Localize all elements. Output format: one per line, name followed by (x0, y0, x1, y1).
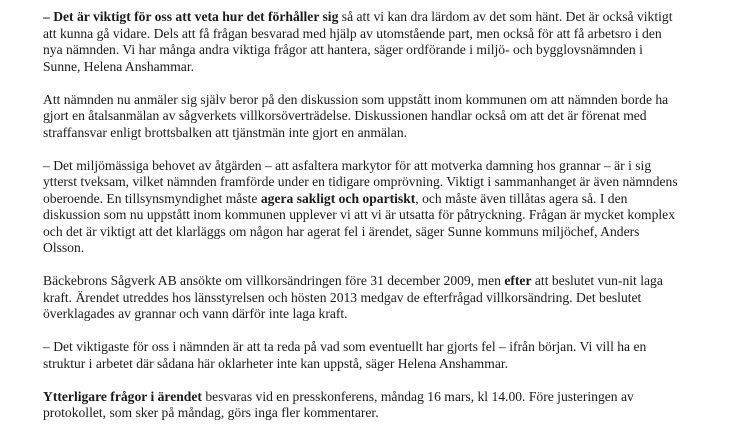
text-segment: – Det miljömässiga behovet av åtgärden – att asfaltera markytor för att motverka damning hos grannar – är i sig ytterst tveksam, vilket nämnden framförde under en tidigare omprövning. Viktigt i sammanhanget är även nämndens oberoende. En tillsynsmyndighet måste (43, 157, 678, 206)
text-segment: så att vi kan dra lärdom av det som hänt. Det är också viktigt att kunna gå vidare. Dels att få frågan besvarad med hjälp av utomstående part, men också för att få arbetsro i den nya nämnden. Vi har många andra viktiga frågor att hantera, säger ordförande i miljö- och bygglovsnämnden i Sunne, Helena Anshammar. (43, 9, 673, 74)
bold-lead: – Det är viktigt för oss att veta hur det förhåller sig (43, 9, 339, 24)
bold-emphasis: efter (504, 273, 532, 288)
bold-lead: Ytterligare frågor i ärendet (43, 388, 202, 404)
text-segment: – Det viktigaste för oss i nämnden är att ta reda på vad som eventuellt har gjorts fel – ifrån början. Vi vill ha en struktur i arbetet där sådana här oklarheter inte kan uppstå, säger Helena Anshammar. (43, 339, 647, 371)
text-segment: , och måste även tillåtas agera så. I den diskussion som nu uppstått inom kommunen upplever vi att vi är utsatta för påtryckning. Frågan är mycket komplex och det är viktigt att det klarläggs om någon har agerat fel i ärendet, säger Sunne kommuns miljöchef, Anders Olsson. (43, 190, 675, 255)
press-release-body (43, 9, 683, 438)
paragraph-sawmill-background (43, 273, 683, 323)
paragraph-chair-quote (43, 9, 683, 75)
text-segment: Bäckebrons Sågverk AB ansökte om villkorsändringen före 31 december 2009, men (43, 273, 505, 288)
paragraph-chair-closing-quote (43, 339, 683, 372)
bold-emphasis: agera sakligt och opartiskt (260, 190, 416, 206)
paragraph-self-report (43, 92, 683, 142)
paragraph-environment-chief-quote (43, 158, 683, 257)
text-segment: besvaras vid en presskonferens, måndag 16 mars, kl 14.00. Före justeringen av protokollet, som sker på måndag, görs inga fler kommentarer. (43, 388, 634, 420)
text-segment: att beslutet vun-nit laga kraft. Ärendet utreddes hos länsstyrelsen och hösten 2013 medgav de efterfrågad villkorsändring. Det beslutet överklagades av grannar och vann därför inte laga kraft. (43, 273, 663, 321)
text-segment: Att nämnden nu anmäler sig själv beror på den diskussion som uppstått inom kommunen om att nämnden borde ha gjort en åtalsanmälan av sågverkets villkorsöverträdelse. Diskussionen handlar också om att det är förenat med straffansvar enligt brottsbalken att tjänstmän inte gjort en anmälan. (43, 91, 669, 140)
paragraph-press-conference (43, 389, 683, 422)
